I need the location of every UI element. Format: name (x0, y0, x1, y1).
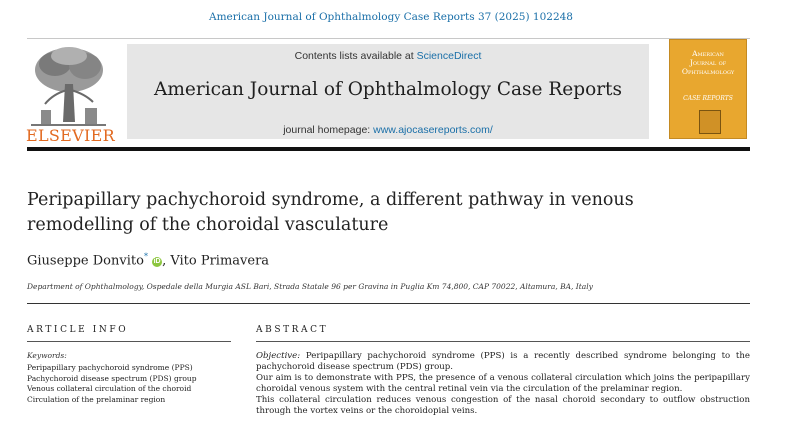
keywords-list (27, 363, 197, 406)
abstract-body (256, 351, 750, 416)
author-affiliation: Department of Ophthalmology, Ospedale della Murgia ASL Bari, Strada Statale 96 per Gravina in Puglia Km 74,800, CAP 70022, Altamura, BA, Italy (27, 282, 593, 291)
sciencedirect-link[interactable]: ScienceDirect (416, 50, 482, 62)
publisher-wordmark[interactable]: ELSEVIER (26, 126, 115, 145)
journal-citation[interactable]: American Journal of Ophthalmology Case Reports 37 (2025) 102248 (209, 11, 573, 23)
keyword-item: Venous collateral circulation of the choroid (27, 384, 192, 394)
contents-prefix: Contents lists available at (294, 50, 417, 62)
homepage-link[interactable]: www.ajocasereports.com/ (373, 124, 493, 136)
objective-label: Objective: (256, 351, 301, 361)
keyword-item: Peripapillary pachychoroid syndrome (PPS) (27, 363, 193, 372)
objective-text: Peripapillary pachychoroid syndrome (PPS) is a recently described syndrome belonging to the pachychoroid disease spectrum (PDS) group. (256, 351, 750, 372)
abstract-rule (256, 341, 750, 342)
abstract-paragraph: Our aim is to demonstrate with PPS, the presence of a venous collateral circulation which joins the peripapillary choroidal venous system with the central retinal vein via the circulation of the prelaminar region. (256, 372, 750, 394)
cover-title-line2: Journal of (689, 58, 727, 67)
keywords-label: Keywords: (27, 351, 67, 360)
abstract-paragraph: This collateral circulation reduces venous congestion of the nasal choroid secondary to outflow obstruction through the vortex veins or the choroidopial veins. (256, 394, 750, 416)
header-bottom-rule (27, 147, 750, 151)
abstract-heading: ABSTRACT (256, 325, 329, 335)
contents-available-line (127, 50, 649, 62)
orcid-icon[interactable]: iD (153, 258, 161, 266)
keyword-item: Circulation of the prelaminar region (27, 395, 166, 405)
journal-homepage-line (127, 124, 649, 136)
keyword-item: Pachychoroid disease spectrum (PDS) group (27, 373, 197, 383)
author-name[interactable]: Vito Primavera (170, 253, 270, 269)
corresponding-author-mark[interactable]: * (143, 252, 148, 261)
homepage-prefix: journal homepage: (283, 124, 374, 136)
article-info-rule (27, 341, 231, 342)
abstract-objective-paragraph (256, 351, 750, 373)
author-list (27, 252, 269, 268)
author-name[interactable]: Giuseppe Donvito (27, 253, 144, 269)
journal-title[interactable]: American Journal of Ophthalmology Case Reports (154, 79, 622, 100)
cover-emblem-icon (699, 110, 721, 134)
author-separator: , (162, 253, 171, 269)
cover-title-line3: Ophthalmology (681, 67, 735, 76)
cover-subtitle: CASE REPORTS (683, 95, 733, 102)
journal-banner (127, 44, 649, 139)
header-top-rule (27, 38, 750, 39)
section-divider (27, 303, 750, 304)
article-info-heading: ARTICLE INFO (27, 325, 129, 335)
article-title: Peripapillary pachychoroid syndrome, a different pathway in venous remodelling of the choroidal vasculature (27, 190, 634, 235)
journal-cover-thumbnail[interactable] (669, 39, 747, 139)
cover-title-line1: American (692, 49, 724, 58)
